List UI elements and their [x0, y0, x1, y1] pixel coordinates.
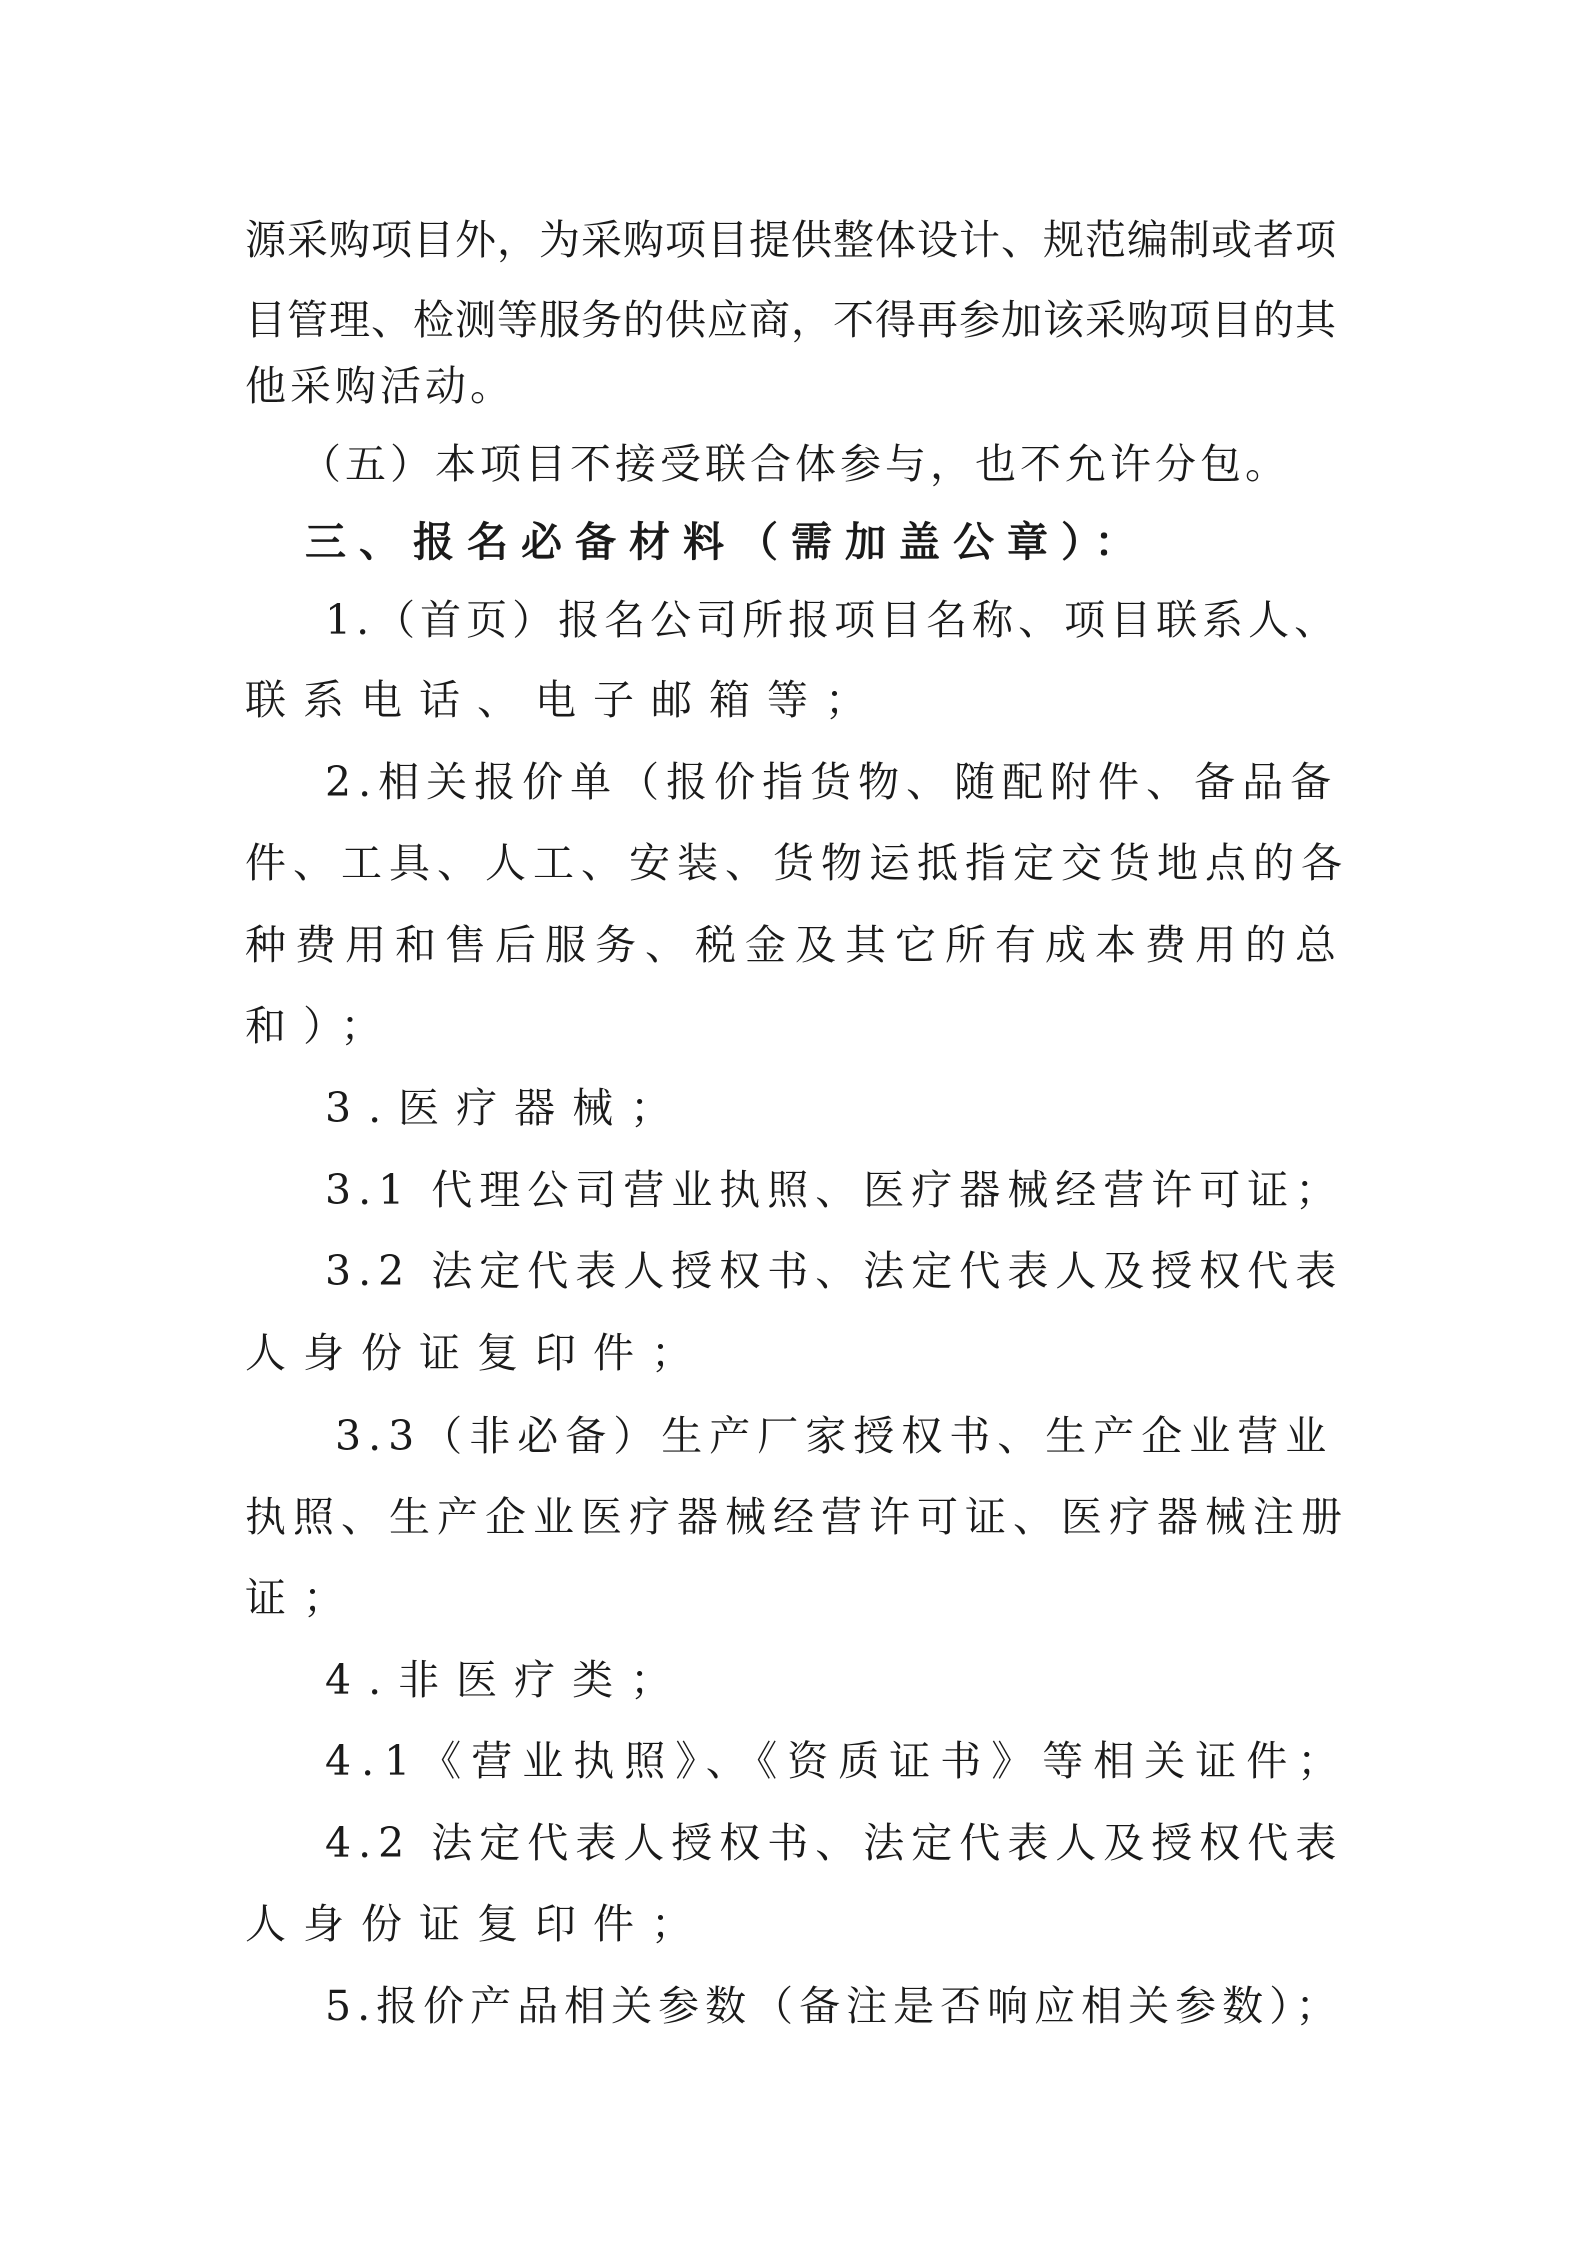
list-item-5: 5.报价产品相关参数（备注是否响应相关参数）；	[325, 1982, 1343, 2030]
paragraph-line: 联系电话、电子邮箱等；	[245, 676, 883, 724]
paragraph-line: 和）；	[245, 1002, 399, 1050]
paragraph-line: 执照、生产企业医疗器械经营许可证、医疗器械注册	[245, 1493, 1349, 1541]
list-item-4-1: 4.1《营业执照》、《资质证书》等相关证件；	[325, 1737, 1349, 1785]
paragraph-line: 人身份证复印件；	[245, 1900, 709, 1948]
list-item-3-2: 3.2 法定代表人授权书、法定代表人及授权代表	[325, 1247, 1344, 1295]
list-item-3-1: 3.1 代理公司营业执照、医疗器械经营许可证；	[325, 1166, 1344, 1214]
paragraph-line: 源采购项目外，为采购项目提供整体设计、规范编制或者项	[245, 216, 1337, 264]
list-item-4-2: 4.2 法定代表人授权书、法定代表人及授权代表	[325, 1819, 1344, 1867]
paragraph-line: 人身份证复印件；	[245, 1329, 709, 1377]
section-heading: 三、报名必备材料（需加盖公章）：	[305, 518, 1149, 566]
paragraph-line: 证；	[245, 1574, 361, 1622]
list-item-4: 4.非医疗类；	[325, 1656, 689, 1704]
paragraph-line: 种费用和售后服务、税金及其它所有成本费用的总	[245, 921, 1345, 969]
section-item-5: （五）本项目不接受联合体参与，也不允许分包。	[300, 440, 1290, 488]
paragraph-line: 他采购活动。	[245, 362, 515, 410]
paragraph-line: 目管理、检测等服务的供应商，不得再参加该采购项目的其	[245, 296, 1337, 344]
list-item-2: 2.相关报价单（报价指货物、随配附件、备品备	[325, 758, 1339, 806]
list-item-3-3: 3.3（非必备）生产厂家授权书、生产企业营业	[335, 1412, 1334, 1460]
paragraph-line: 件、工具、人工、安装、货物运抵指定交货地点的各	[245, 839, 1349, 887]
list-item-1: 1.（首页）报名公司所报项目名称、项目联系人、	[325, 596, 1341, 644]
list-item-3: 3.医疗器械；	[325, 1084, 689, 1132]
